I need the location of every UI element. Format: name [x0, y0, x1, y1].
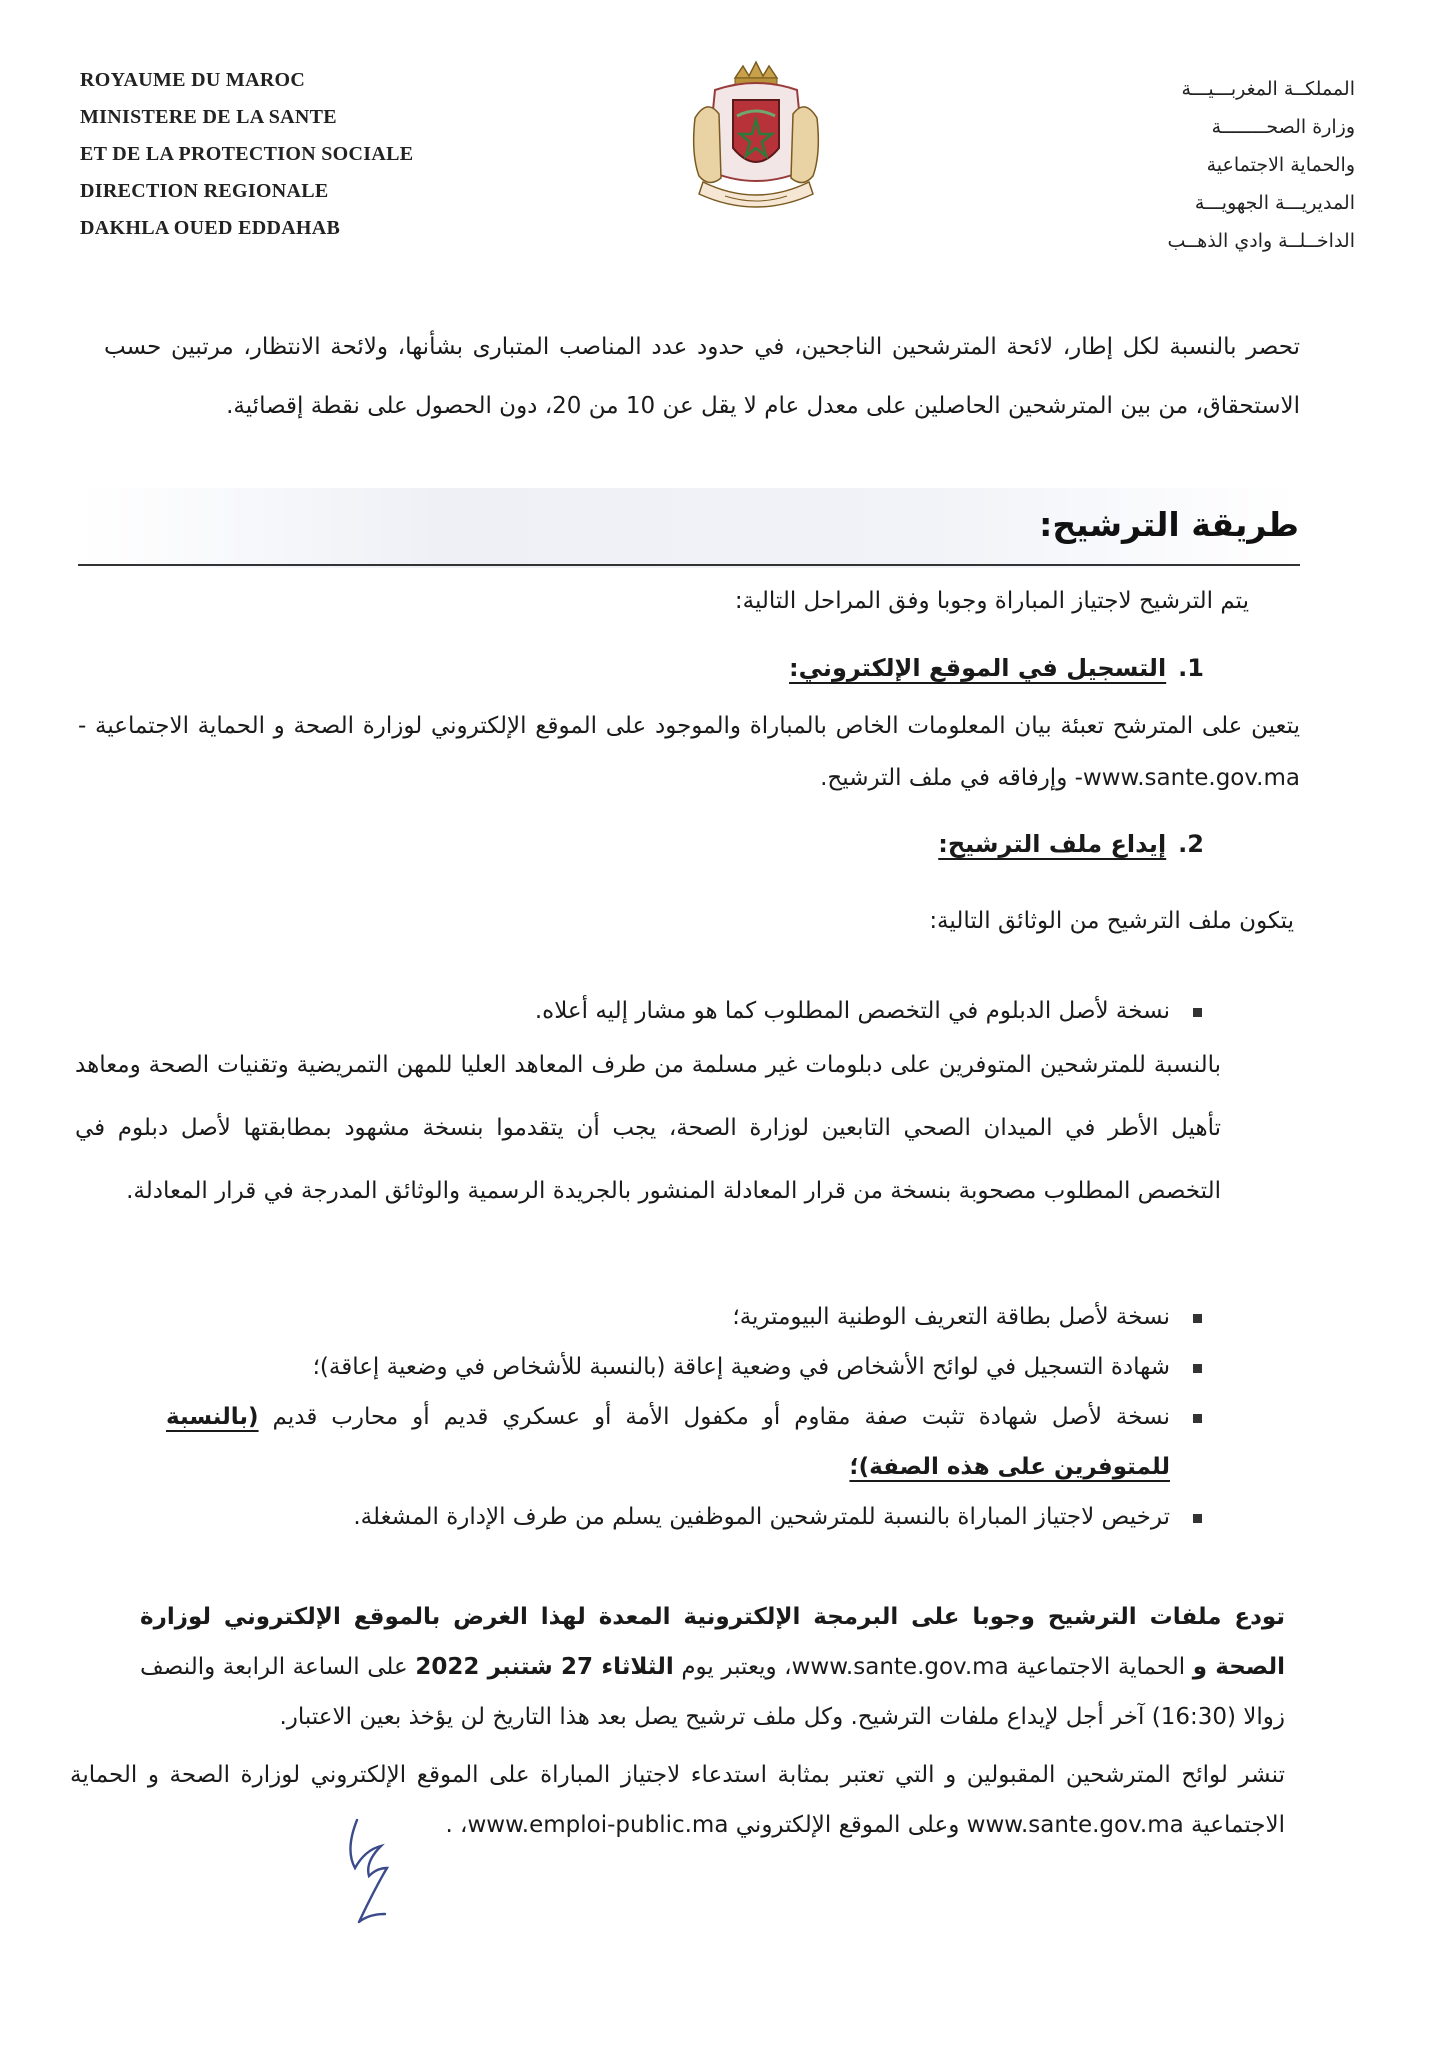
doc-item-authorization: ترخيص لاجتياز المباراة بالنسبة للمترشحين الموظفين يسلم من طرف الإدارة المشغلة. — [166, 1492, 1206, 1542]
deposit-date: الثلاثاء 27 شتنبر 2022 — [415, 1654, 674, 1680]
header-french — [80, 62, 500, 247]
header-fr-line-4: DIRECTION REGIONALE — [80, 180, 329, 202]
publication-paragraph: تنشر لوائح المترشحين المقبولين و التي تعتبر بمثابة استدعاء لاجتياز المباراة على الموقع الإلكتروني لوزارة الصحة و الحماية الاجتماعية www.sante.gov.ma وعلى الموقع الإلكتروني www.emploi-public.ma، . — [70, 1762, 1285, 1838]
step1-text: يتعين على المترشح تعبئة بيان المعلومات الخاص بالمباراة والموجود على الموقع الإلكتروني لوزارة الصحة و الحماية الاجتماعية -www.sante.gov.ma- وإرفاقه في ملف الترشيح. — [78, 713, 1300, 791]
header-ar-line-5: الداخــلــة وادي الذهــب — [1167, 230, 1355, 252]
deposit-text: الحماية الاجتماعية www.sante.gov.ma، ويعتبر يوم — [681, 1654, 1186, 1680]
deposit-bold: تودع ملفات الترشيح وجوبا على البرمجة الإلكترونية المعدة لهذا الغرض بالموقع الإلكتروني لوزارة الصحة و — [140, 1604, 1285, 1680]
deposit-rest: على الساعة الرابعة والنصف زوالا (16:30) آخر أجل لإيداع ملفات الترشيح. وكل ملف ترشيح يصل بعد هذا التاريخ لن يؤخذ بعين الاعتبار. — [140, 1654, 1285, 1730]
section-title: طريقة الترشيح: — [1039, 505, 1299, 544]
docs-list-1 — [166, 986, 1206, 1036]
step1-title-text: التسجيل في الموقع الإلكتروني: — [789, 654, 1167, 682]
header-ar-line-1: المملكــة المغربـــيـــة — [1181, 78, 1355, 100]
header-arabic — [1035, 70, 1355, 260]
docs-list-2 — [166, 1292, 1206, 1542]
equivalence-note: بالنسبة للمترشحين المتوفرين على دبلومات غير مسلمة من طرف المعاهد العليا للمهن التمريضية وتقنيات الصحة ومعاهد تأهيل الأطر في الميدان الصحي التابعين لوزارة الصحة، يجب أن يتقدموا بنسخة مشهود بمطابقتها لأصل دبلوم في التخصص المطلوب مصحوبة بنسخة من قرار المعادلة المنشور بالجريدة الرسمية والوثائق المدرجة في قرار المعادلة. — [75, 1052, 1221, 1204]
step1-title — [789, 654, 1204, 682]
header-ar-line-2: وزارة الصحــــــــة — [1211, 116, 1355, 138]
header-ar-line-4: المديريـــة الجهويـــة — [1194, 192, 1355, 214]
doc-item-veteran — [166, 1392, 1206, 1492]
doc-item-diploma: نسخة لأصل الدبلوم في التخصص المطلوب كما هو مشار إليه أعلاه. — [166, 986, 1206, 1036]
handwritten-signature-icon — [335, 1810, 415, 1930]
deposit-paragraph — [140, 1592, 1285, 1742]
step1-number: 1. — [1178, 654, 1204, 682]
doc-item-veteran-text: نسخة لأصل شهادة تثبت صفة مقاوم أو مكفول الأمة أو عسكري قديم أو محارب قديم — [272, 1404, 1170, 1430]
doc-item-disability: شهادة التسجيل في لوائح الأشخاص في وضعية إعاقة (بالنسبة للأشخاص في وضعية إعاقة)؛ — [166, 1342, 1206, 1392]
doc-item-id-card: نسخة لأصل بطاقة التعريف الوطنية البيومترية؛ — [166, 1292, 1206, 1342]
header-fr-line-1: ROYAUME DU MAROC — [80, 69, 306, 91]
section-intro: يتم الترشيح لاجتياز المباراة وجوبا وفق المراحل التالية: — [734, 588, 1249, 614]
section-divider — [78, 564, 1300, 566]
header-ar-line-3: والحماية الاجتماعية — [1206, 154, 1355, 176]
header-fr-line-3: ET DE LA PROTECTION SOCIALE — [80, 143, 414, 165]
header-fr-line-5: DAKHLA OUED EDDAHAB — [80, 217, 341, 239]
step2-intro: يتكون ملف الترشيح من الوثائق التالية: — [929, 908, 1294, 934]
step2-title-text: إيداع ملف الترشيح: — [938, 830, 1167, 858]
doc-item-veteran-emphasis: (بالنسبة للمتوفرين على هذه الصفة)؛ — [166, 1404, 1170, 1480]
moroccan-coat-of-arms-icon — [685, 58, 827, 214]
intro-paragraph: تحصر بالنسبة لكل إطار، لائحة المترشحين الناجحين، في حدود عدد المناصب المتبارى بشأنها، ولائحة الانتظار، مرتبين حسب الاستحقاق، من بين المترشحين الحاصلين على معدل عام لا يقل عن 10 من 20، دون الحصول على نقطة إقصائية. — [104, 334, 1300, 419]
step2-title — [938, 830, 1204, 858]
header-fr-line-2: MINISTERE DE LA SANTE — [80, 106, 337, 128]
step2-number: 2. — [1178, 830, 1204, 858]
